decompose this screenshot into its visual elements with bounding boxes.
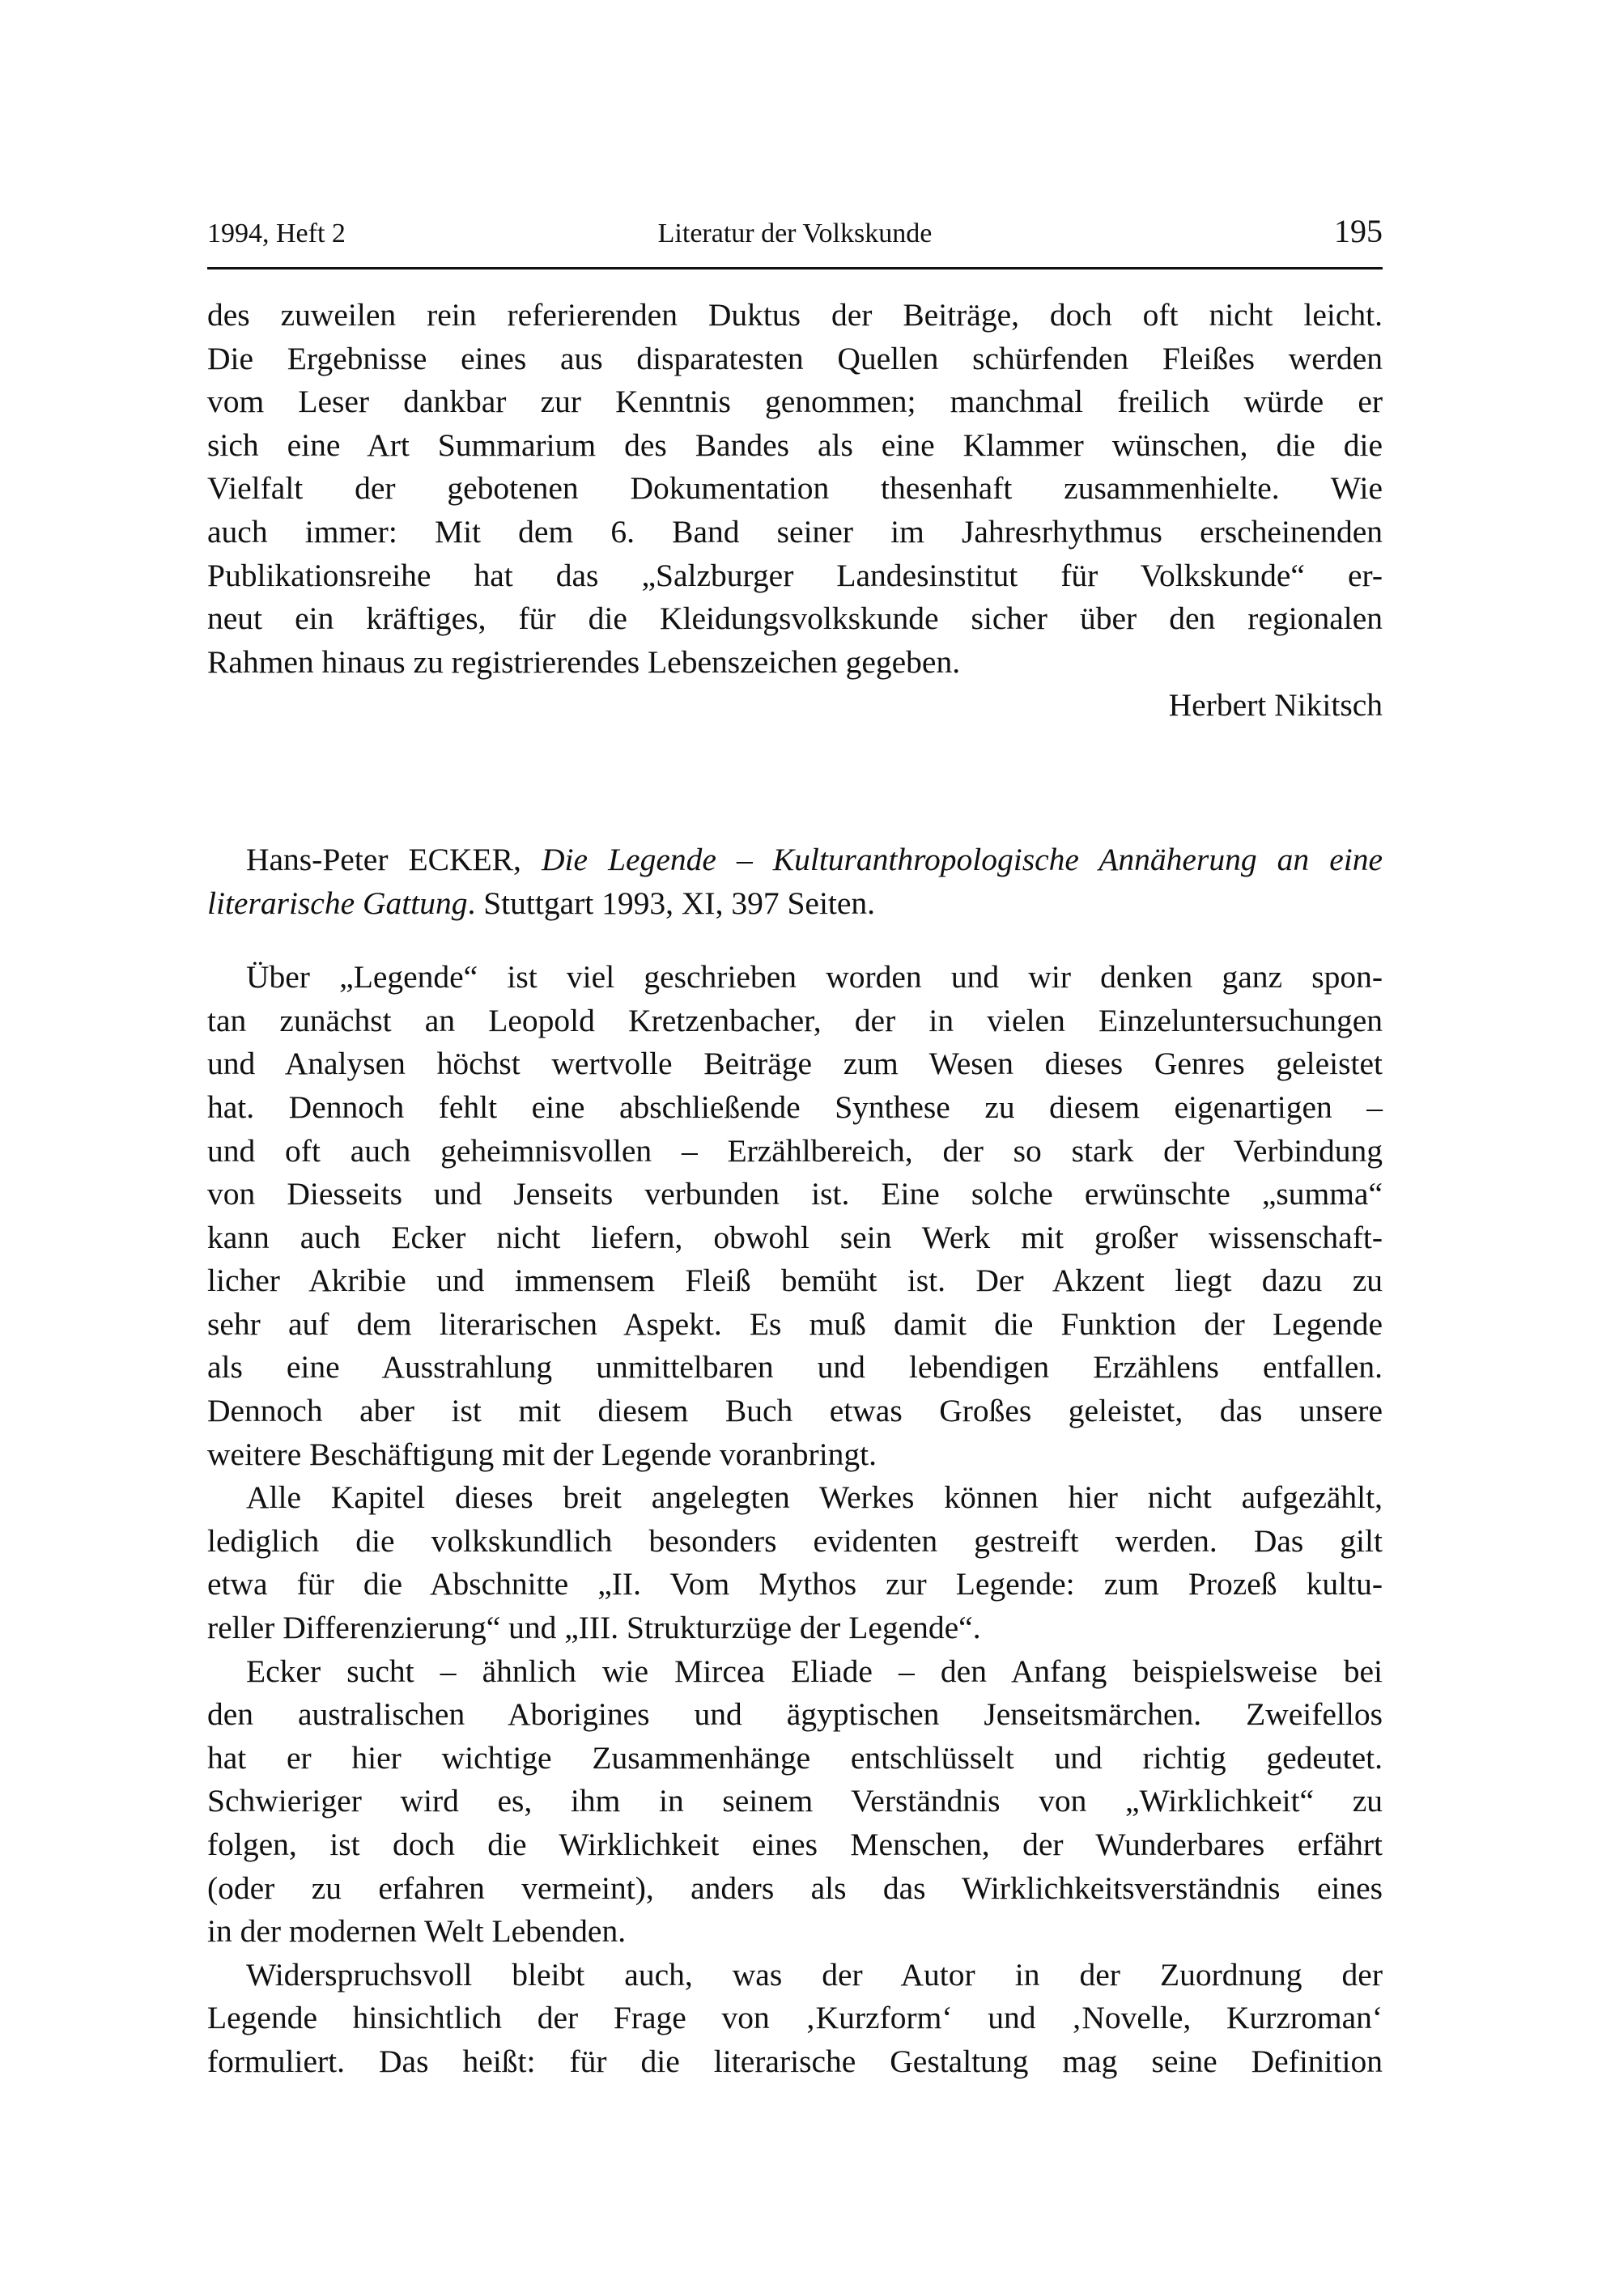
text-line: und Analysen höchst wertvolle Beiträge zum Wesen dieses Genres geleistet xyxy=(207,1046,1383,1082)
text-line: vom Leser dankbar zur Kenntnis genommen; manchmal freilich würde er xyxy=(207,384,1383,420)
text-line: Vielfalt der gebotenen Dokumentation thesenhaft zusammenhielte. Wie xyxy=(207,470,1383,507)
text-line: formuliert. Das heißt: für die literarische Gestaltung mag seine Definition xyxy=(207,2043,1383,2079)
journal-page xyxy=(207,212,1383,2084)
book-title-part1: Die Legende – Kulturanthropologische Annäherung xyxy=(541,841,1257,877)
text-line: lediglich die volkskundlich besonders evidenten gestreift werden. Das gilt xyxy=(207,1522,1383,1559)
paragraph xyxy=(207,1476,1383,1649)
text-line: Ecker sucht – ähnlich wie Mircea Eliade – den Anfang beispielsweise bei xyxy=(246,1653,1383,1689)
previous-review-text xyxy=(207,294,1383,684)
text-line: Dennoch aber ist mit diesem Buch etwas Großes geleistet, das unsere xyxy=(207,1393,1383,1429)
text-line: den australischen Aborigines und ägyptischen Jenseitsmärchen. Zweifellos xyxy=(207,1696,1383,1733)
paragraph xyxy=(207,1650,1383,1954)
text-line: kann auch Ecker nicht liefern, obwohl sein Werk mit großer wissenschaft- xyxy=(207,1219,1383,1255)
text-line: in der modernen Welt Lebenden. xyxy=(207,1913,627,1950)
review-citation xyxy=(207,838,1383,925)
running-header xyxy=(207,212,1383,251)
text-line: des zuweilen rein referierenden Duktus der Beiträge, doch oft nicht leicht. xyxy=(207,297,1383,333)
section-title: Literatur der Volkskunde xyxy=(657,219,933,248)
text-line: Rahmen hinaus zu registrierendes Lebenszeichen gegeben. xyxy=(207,643,961,680)
text-line: licher Akribie und immensem Fleiß bemüht ist. Der Akzent liegt dazu zu xyxy=(207,1263,1383,1299)
text-line: sich eine Art Summarium des Bandes als eine Klammer wünschen, die die xyxy=(207,427,1383,463)
text-line: Die Ergebnisse eines aus disparatesten Quellen schürfenden Fleißes werden xyxy=(207,340,1383,376)
text-line: Legende hinsichtlich der Frage von ‚Kurzform‘ und ‚Novelle, Kurzroman‘ xyxy=(207,2000,1383,2036)
text-line: von Diesseits und Jenseits verbunden ist. Eine solche erwünschte „summa“ xyxy=(207,1176,1383,1212)
issue-label: 1994, Heft 2 xyxy=(207,219,346,248)
text-line: hat er hier wichtige Zusammenhänge entschlüsselt und richtig gedeutet. xyxy=(207,1739,1383,1776)
text-line: folgen, ist doch die Wirklichkeit eines Menschen, der Wunderbares erfährt xyxy=(207,1827,1383,1862)
text-line: tan zunächst an Leopold Kretzenbacher, der in vielen Einzeluntersuchungen xyxy=(207,1002,1383,1038)
text-line: Publikationsreihe hat das „Salzburger Landesinstitut für Volkskunde“ er- xyxy=(207,557,1383,593)
header-rule xyxy=(207,267,1383,269)
text-line: (oder zu erfahren vermeint), anders als das Wirklichkeitsverständnis eines xyxy=(207,1869,1383,1906)
review-text xyxy=(207,956,1383,2083)
text-line: Widerspruchsvoll bleibt auch, was der Autor in der Zuordnung der xyxy=(246,1956,1383,1993)
text-line: Über „Legende“ ist viel geschrieben worden und wir denken ganz spon- xyxy=(246,959,1383,995)
paragraph xyxy=(207,1954,1383,2084)
text-line: reller Differenzierung“ und „III. Strukturzüge der Legende“. xyxy=(207,1610,981,1646)
text-line: Schwieriger wird es, ihm in seinem Verständnis von „Wirklichkeit“ zu xyxy=(207,1783,1383,1819)
text-line: hat. Dennoch fehlt eine abschließende Synthese zu diesem eigenartigen – xyxy=(207,1089,1383,1125)
text-line: weitere Beschäftigung mit der Legende voranbringt. xyxy=(207,1436,877,1472)
text-line: Alle Kapitel dieses breit angelegten Werkes können hier nicht aufgezählt, xyxy=(246,1479,1383,1516)
text-line: sehr auf dem literarischen Aspekt. Es muß damit die Funktion der Legende xyxy=(207,1305,1383,1342)
text-line: und oft auch geheimnisvollen – Erzählbereich, der so stark der Verbindung xyxy=(207,1132,1383,1169)
text-line: als eine Ausstrahlung unmittelbaren und lebendigen Erzählens entfallen. xyxy=(207,1349,1383,1386)
page-number: 195 xyxy=(1333,213,1383,249)
text-line: auch immer: Mit dem 6. Band seiner im Jahresrhythmus erscheinenden xyxy=(207,513,1383,550)
text-line: etwa für die Abschnitte „II. Vom Mythos zur Legende: zum Prozeß kultu- xyxy=(207,1566,1383,1602)
book-title-part2: an eine literarische Gattung xyxy=(207,841,1383,921)
text-line: neut ein kräftiges, für die Kleidungsvolkskunde sicher über den regionalen xyxy=(207,601,1383,637)
reviewer-signature: Herbert Nikitsch xyxy=(1168,687,1383,724)
publication-info: . Stuttgart 1993, XI, 397 Seiten. xyxy=(467,885,876,921)
book-author: Hans-Peter ECKER, xyxy=(246,841,542,877)
paragraph xyxy=(207,956,1383,1476)
